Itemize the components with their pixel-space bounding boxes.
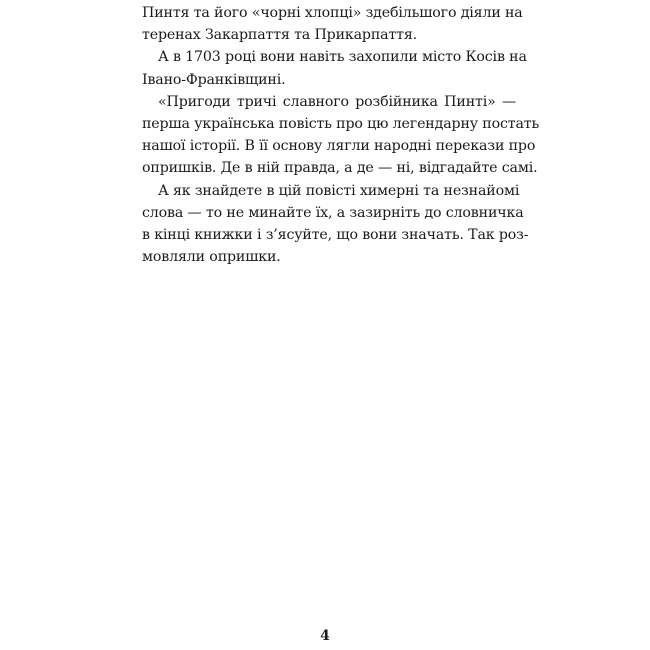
text-line: Івано-Франківщині. [142,71,286,88]
paragraph-4 [142,180,529,269]
text-line: перша українська повість про цю легендарну постать [142,115,540,132]
text-line: опришків. Де в ній правда, а де — ні, відгадайте самі. [142,160,538,177]
paragraph-2 [142,46,527,90]
paragraph-3 [142,91,540,180]
text-line: «Пригоди тричі славного розбійника Пинті» — [158,93,516,110]
text-line: мовляли опришки. [142,249,281,266]
text-line: А в 1703 році вони навіть захопили місто Косів на [158,49,527,66]
page-number: 4 [320,628,330,644]
text-line: в кінці книжки і з’ясуйте, що вони значать. Так роз- [142,226,529,243]
text-line: Пинтя та його «чорні хлопці» здебільшого діяли на [142,5,523,21]
paragraph-1 [142,2,523,46]
text-line: нашої історії. В її основу лягли народні перекази про [142,138,536,155]
text-line: слова — то не минайте їх, а зазирніть до словничка [142,204,524,221]
body-text [142,2,540,268]
text-line: А як знайдете в цій повісті химерні та незнайомі [158,182,520,199]
text-line: теренах Закарпаття та Прикарпаття. [142,27,418,44]
